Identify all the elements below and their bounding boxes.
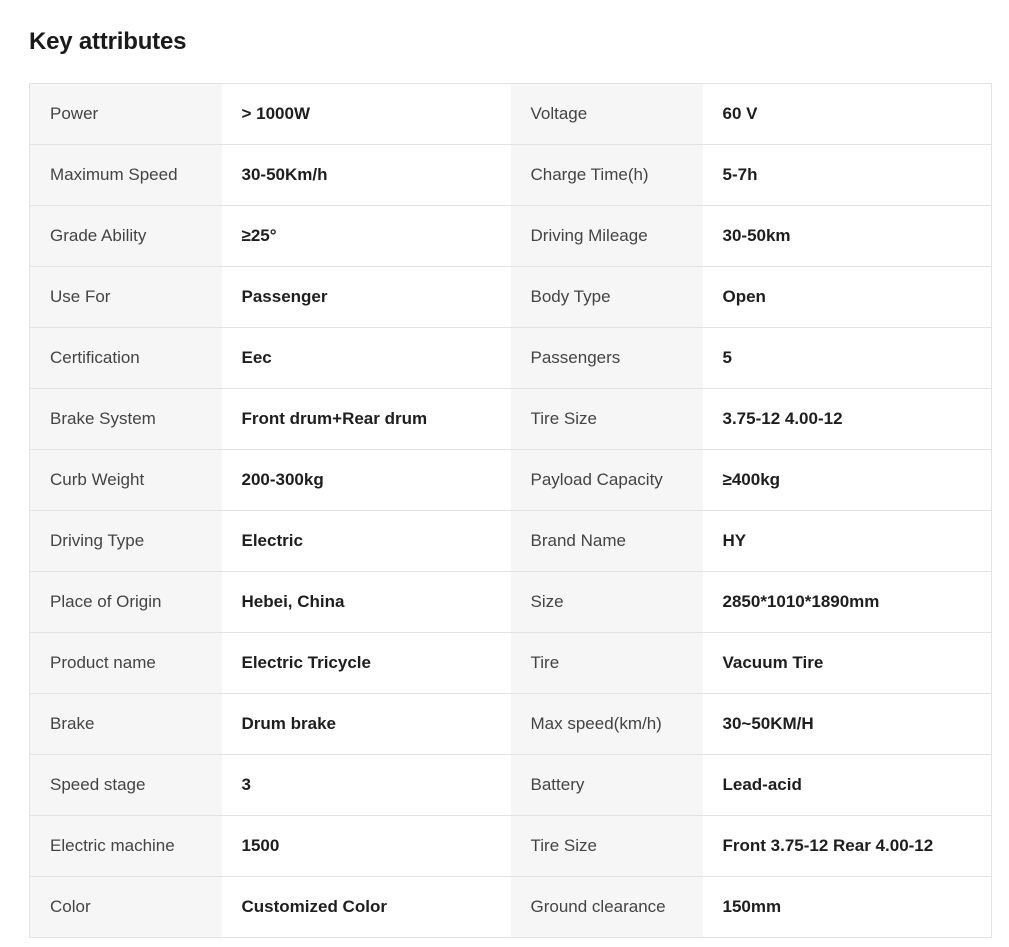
table-row <box>30 816 992 877</box>
attribute-value: Passenger <box>222 267 511 328</box>
attribute-value: 200-300kg <box>222 450 511 511</box>
attribute-name: Electric machine <box>30 816 222 877</box>
table-row <box>30 267 992 328</box>
attribute-name: Size <box>511 572 703 633</box>
attribute-value: ≥25° <box>222 206 511 267</box>
attribute-name: Speed stage <box>30 755 222 816</box>
attribute-name: Use For <box>30 267 222 328</box>
attribute-value: 5-7h <box>703 145 992 206</box>
attribute-value: Drum brake <box>222 694 511 755</box>
table-row <box>30 877 992 938</box>
table-row <box>30 572 992 633</box>
attribute-value: 30-50Km/h <box>222 145 511 206</box>
attribute-name: Grade Ability <box>30 206 222 267</box>
attribute-value: 2850*1010*1890mm <box>703 572 992 633</box>
attribute-name: Tire <box>511 633 703 694</box>
attribute-name: Driving Mileage <box>511 206 703 267</box>
key-attributes-table <box>29 83 992 938</box>
attribute-value: > 1000W <box>222 84 511 145</box>
attribute-name: Maximum Speed <box>30 145 222 206</box>
attribute-name: Product name <box>30 633 222 694</box>
attribute-value: HY <box>703 511 992 572</box>
attribute-name: Tire Size <box>511 389 703 450</box>
attribute-name: Payload Capacity <box>511 450 703 511</box>
table-row <box>30 755 992 816</box>
attribute-value: Front 3.75-12 Rear 4.00-12 <box>703 816 992 877</box>
attributes-table-body <box>30 84 992 938</box>
table-row <box>30 145 992 206</box>
table-row <box>30 389 992 450</box>
attribute-value: 30-50km <box>703 206 992 267</box>
table-row <box>30 511 992 572</box>
attribute-value: 60 V <box>703 84 992 145</box>
attribute-value: Hebei, China <box>222 572 511 633</box>
table-row <box>30 206 992 267</box>
attribute-name: Curb Weight <box>30 450 222 511</box>
attribute-value: 5 <box>703 328 992 389</box>
table-row <box>30 633 992 694</box>
attribute-name: Ground clearance <box>511 877 703 938</box>
attribute-value: Vacuum Tire <box>703 633 992 694</box>
attribute-name: Body Type <box>511 267 703 328</box>
attribute-name: Color <box>30 877 222 938</box>
attribute-value: 150mm <box>703 877 992 938</box>
attribute-value: 3.75-12 4.00-12 <box>703 389 992 450</box>
attribute-name: Battery <box>511 755 703 816</box>
attribute-name: Charge Time(h) <box>511 145 703 206</box>
section-title: Key attributes <box>29 28 187 55</box>
attribute-value: ≥400kg <box>703 450 992 511</box>
attribute-name: Voltage <box>511 84 703 145</box>
attribute-name: Place of Origin <box>30 572 222 633</box>
attribute-value: Eec <box>222 328 511 389</box>
attribute-value: 3 <box>222 755 511 816</box>
attribute-name: Power <box>30 84 222 145</box>
attribute-value: Open <box>703 267 992 328</box>
attribute-value: Customized Color <box>222 877 511 938</box>
attribute-name: Brake System <box>30 389 222 450</box>
attribute-name: Passengers <box>511 328 703 389</box>
attribute-value: 1500 <box>222 816 511 877</box>
attribute-value: Electric <box>222 511 511 572</box>
attribute-value: 30~50KM/H <box>703 694 992 755</box>
table-row <box>30 328 992 389</box>
attribute-name: Brake <box>30 694 222 755</box>
attribute-name: Certification <box>30 328 222 389</box>
attribute-name: Tire Size <box>511 816 703 877</box>
attribute-name: Max speed(km/h) <box>511 694 703 755</box>
table-row <box>30 84 992 145</box>
attribute-value: Front drum+Rear drum <box>222 389 511 450</box>
table-row <box>30 694 992 755</box>
table-row <box>30 450 992 511</box>
attribute-name: Brand Name <box>511 511 703 572</box>
attribute-name: Driving Type <box>30 511 222 572</box>
attribute-value: Lead-acid <box>703 755 992 816</box>
attribute-value: Electric Tricycle <box>222 633 511 694</box>
